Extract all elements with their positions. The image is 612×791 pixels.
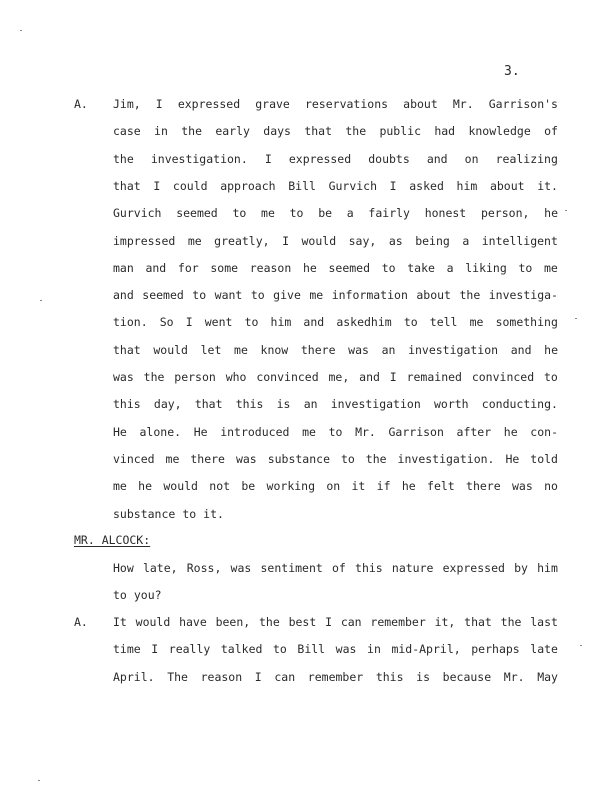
text-line: the investigation. I expressed doubts and on realizing xyxy=(113,151,558,166)
text-line: It would have been, the best I can remember it, that the last xyxy=(113,615,558,629)
scan-speck xyxy=(565,210,567,211)
text-line: April. The reason I can remember this is because Mr. May xyxy=(113,669,558,684)
scan-speck xyxy=(580,645,582,646)
text-line: to you? xyxy=(113,588,162,603)
scan-speck xyxy=(20,30,22,31)
text-line: Jim, I expressed grave reservations about Mr. Garrison's xyxy=(113,97,558,111)
text-line: case in the early days that the public had knowledge of xyxy=(113,124,558,139)
speaker-label: MR. ALCOCK: xyxy=(74,533,151,547)
text-line: that would let me know there was an investigation and he xyxy=(113,342,558,357)
text-line: and seemed to want to give me information about the investiga- xyxy=(113,288,558,303)
text-line: time I really talked to Bill was in mid-April, perhaps late xyxy=(113,642,558,657)
text-line: man and for some reason he seemed to take a liking to me xyxy=(113,260,558,275)
answer-label: A. xyxy=(74,97,88,111)
scan-speck xyxy=(38,780,40,781)
text-line: Gurvich seemed to me to be a fairly honest person, he xyxy=(113,206,558,221)
text-line: vinced me there was substance to the investigation. He told xyxy=(113,451,558,466)
text-line: this day, that this is an investigation worth conducting. xyxy=(113,397,558,412)
text-line: me he would not be working on it if he felt there was no xyxy=(113,479,558,494)
text-line: He alone. He introduced me to Mr. Garrison after he con- xyxy=(113,424,558,439)
text-line: impressed me greatly, I would say, as being a intelligent xyxy=(113,233,558,248)
text-line: substance to it. xyxy=(113,506,224,521)
page-number: 3. xyxy=(504,64,520,79)
answer-label: A. xyxy=(74,615,88,629)
text-line: was the person who convinced me, and I remained convinced to xyxy=(113,370,558,384)
text-line: that I could approach Bill Gurvich I asked him about it. xyxy=(113,178,558,193)
scan-speck xyxy=(40,300,42,301)
text-line: How late, Ross, was sentiment of this nature expressed by him xyxy=(113,561,558,575)
text-line: tion. So I went to him and askedhim to tell me something xyxy=(113,315,558,330)
scan-speck xyxy=(575,318,577,319)
